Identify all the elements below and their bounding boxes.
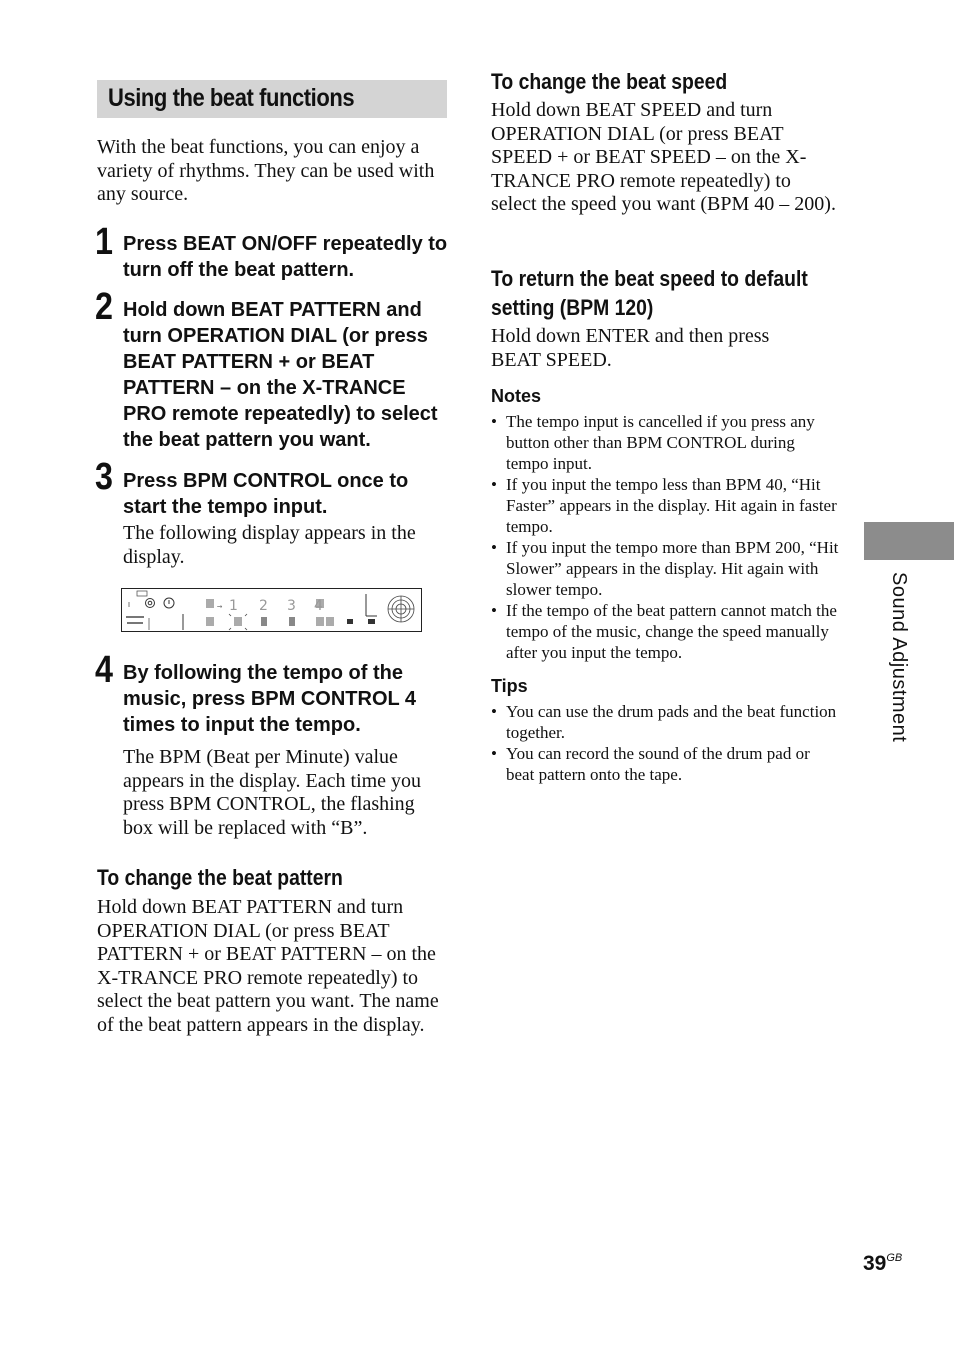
speaker-icon	[388, 596, 414, 622]
step-3-detail: The following display appears in the display.	[123, 522, 416, 568]
lcd-small-indicator	[368, 619, 375, 624]
step-2-number: 2	[95, 286, 113, 328]
list-item: • You can use the drum pads and the beat function together.	[491, 701, 841, 743]
section-heading-bar	[97, 80, 447, 118]
tips-list	[491, 701, 841, 785]
intro-paragraph: With the beat functions, you can enjoy a variety of rhythms. They can be used with any source.	[97, 136, 435, 206]
section-title: Using the beat functions	[108, 84, 355, 112]
list-item: • The tempo input is cancelled if you press any button other than BPM CONTROL during tempo input.	[491, 411, 841, 474]
list-item: • If you input the tempo more than BPM 200, “Hit Slower” appears in the display. Hit again with slower tempo.	[491, 537, 841, 600]
side-tab-label-text: Sound Adjustment	[888, 572, 910, 743]
step-2-text: Hold down BEAT PATTERN and turn OPERATION DIAL (or press BEAT PATTERN + or BEAT PATTERN – on the X-TRANCE PRO remote repeatedly) to select the beat pattern you want.	[123, 299, 438, 451]
step-3-number: 3	[95, 456, 113, 498]
lcd-digit-4: 4	[314, 598, 323, 614]
change-speed-heading: To change the beat speed	[491, 69, 728, 94]
page-number-value: 39	[863, 1252, 887, 1275]
step-4-text: By following the tempo of the music, press BPM CONTROL 4 times to input the tempo.	[123, 662, 417, 736]
step-4-detail: The BPM (Beat per Minute) value appears in the display. Each time you press BPM CONTROL, the flashing box will be replaced with “B”.	[123, 746, 422, 839]
step-4-number: 4	[95, 649, 113, 691]
lcd-display-illustration	[121, 588, 422, 632]
list-item: • You can record the sound of the drum pad or beat pattern onto the tape.	[491, 743, 841, 785]
lcd-arrow: →	[217, 602, 223, 612]
list-item: • If you input the tempo less than BPM 40, “Hit Faster” appears in the display. Hit again in faster tempo.	[491, 474, 841, 537]
return-default-heading-line2: setting (BPM 120)	[491, 295, 654, 320]
step-1-number: 1	[95, 221, 113, 263]
change-pattern-heading: To change the beat pattern	[97, 865, 343, 890]
tips-heading: Tips	[491, 676, 528, 696]
lcd-small-label	[127, 622, 143, 624]
return-default-heading-line1: To return the beat speed to default	[491, 266, 808, 291]
lcd-digit-1: 1	[229, 598, 238, 614]
lcd-digit-2: 2	[259, 598, 268, 614]
page-number	[863, 1252, 902, 1276]
side-tab-label	[884, 572, 910, 787]
side-tab-marker	[864, 522, 954, 560]
step-3-text: Press BPM CONTROL once to start the tempo input.	[123, 470, 409, 518]
lcd-small-indicator	[347, 619, 353, 624]
lcd-small-label	[126, 616, 144, 618]
return-default-text: Hold down ENTER and then press BEAT SPEED.	[491, 325, 770, 371]
change-pattern-text: Hold down BEAT PATTERN and turn OPERATION DIAL (or press BEAT PATTERN + or BEAT PATTERN – on the X-TRANCE PRO remote repeatedly) to select the beat pattern you want. The name of the beat pattern appears in the display.	[97, 896, 439, 1036]
lcd-digit-3: 3	[287, 598, 296, 614]
page-number-suffix: GB	[886, 1252, 903, 1264]
notes-heading: Notes	[491, 386, 542, 406]
change-speed-text: Hold down BEAT SPEED and turn OPERATION DIAL (or press BEAT SPEED + or BEAT SPEED – on the X-TRANCE PRO remote repeatedly) to select the speed you want (BPM 40 – 200).	[491, 99, 836, 216]
notes-list	[491, 411, 841, 663]
list-item: • If the tempo of the beat pattern cannot match the tempo of the music, change the speed manually after you input the tempo.	[491, 600, 841, 663]
step-1-text: Press BEAT ON/OFF repeatedly to turn off the beat pattern.	[123, 233, 448, 281]
